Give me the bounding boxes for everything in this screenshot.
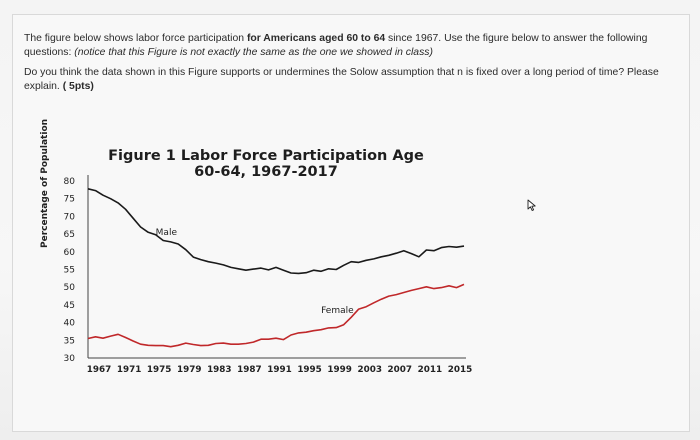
y-tick-label: 40: [63, 318, 75, 329]
x-tick-label: 2007: [387, 365, 413, 375]
mouse-cursor-icon: [527, 199, 537, 211]
x-tick-label: 2003: [357, 365, 382, 375]
y-tick-label: 70: [63, 212, 75, 223]
y-tick-label: 65: [63, 230, 75, 241]
prompt-text: Do you think the data shown in this Figure supports or undermines the Solow assumption that n is fixed over a long period of time? Please explain.: [24, 67, 659, 92]
x-tick-label: 2015: [447, 365, 473, 375]
x-tick-label: 1987: [237, 365, 262, 375]
series-annotation-male: Male: [155, 227, 178, 238]
points-label: ( 5pts): [62, 81, 94, 92]
y-tick-label: 55: [63, 265, 75, 276]
figure-1: [36, 118, 473, 382]
chart-title-line-1: Figure 1 Labor Force Participation Age: [108, 148, 424, 164]
x-tick-label: 1971: [116, 365, 142, 375]
y-tick-label: 80: [63, 177, 75, 187]
y-tick-label: 60: [63, 247, 75, 258]
y-tick-label: 30: [63, 354, 75, 364]
series-line-female: [88, 284, 464, 346]
y-tick-label: 50: [63, 283, 75, 294]
chart-title-line-2: 60-64, 1967-2017: [194, 164, 338, 180]
chart-title: [66, 148, 466, 180]
x-tick-label: 1979: [176, 365, 202, 375]
x-tick-label: 2011: [417, 365, 443, 375]
x-tick-label: 1991: [267, 365, 292, 375]
x-tick-label: 1967: [86, 365, 112, 375]
x-tick-label: 1983: [207, 365, 232, 375]
y-tick-label: 75: [63, 194, 75, 205]
y-tick-label: 45: [63, 300, 75, 311]
series-line-male: [88, 189, 464, 274]
series-annotation-female: Female: [321, 306, 354, 317]
x-tick-label: 1999: [327, 365, 352, 375]
question-text: [24, 32, 674, 100]
x-tick-label: 1975: [146, 365, 172, 375]
intro-italic-note: (notice that this Figure is not exactly the same as the one we showed in class): [74, 47, 433, 58]
question-prompt: [24, 66, 674, 94]
intro-bold-text: for Americans aged 60 to 64: [246, 33, 386, 44]
y-axis-label: Percentage of Population: [40, 118, 50, 248]
y-tick-label: 35: [63, 336, 75, 347]
intro-text-2: since 1967. Use the figure below to answer the following questions:: [24, 33, 648, 58]
intro-text-1: The figure below shows labor force participation: [24, 33, 247, 44]
x-tick-label: 1995: [297, 365, 322, 375]
question-intro: [24, 32, 674, 60]
